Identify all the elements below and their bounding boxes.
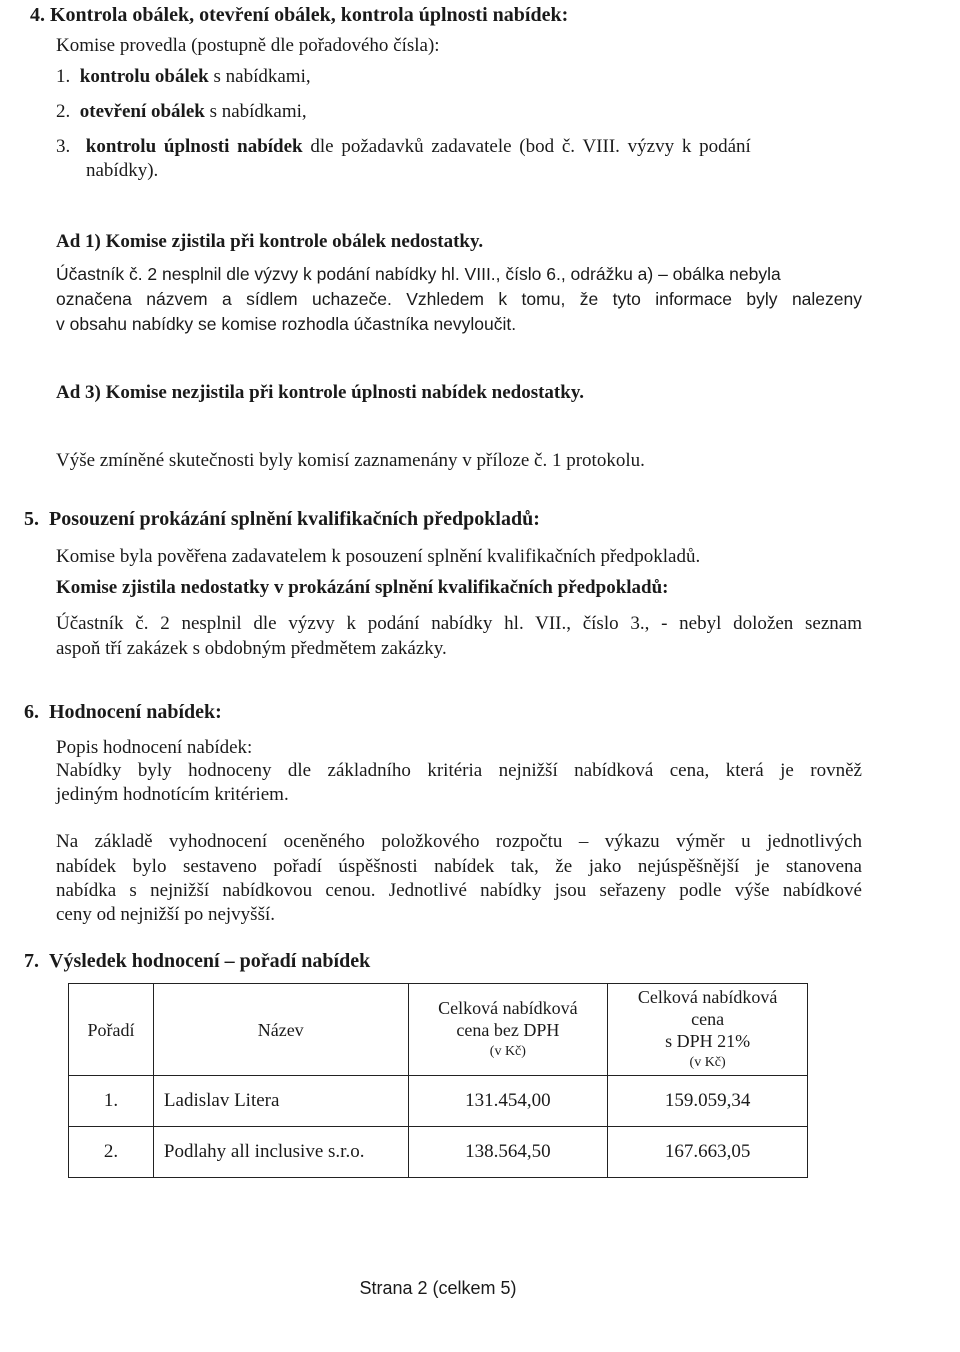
section-6-heading <box>24 701 222 724</box>
cell-net: 131.454,00 <box>408 1076 608 1127</box>
table-row <box>69 1127 808 1178</box>
section-6-line: ceny od nejnižší po nejvyšší. <box>56 904 275 925</box>
section-title: Výsledek hodnocení – pořadí nabídek <box>49 950 371 972</box>
list-item <box>56 136 862 158</box>
section-5-line: Účastník č. 2 nesplnil dle výzvy k podání nabídky hl. VII., číslo 3., - nebyl doložen seznam <box>56 613 862 634</box>
header-line: Celková nabídková <box>637 986 778 1007</box>
section-6-line: nabídek bylo sestaveno pořadí úspěšnosti nabídek tak, že jako nejúspěšnější je stanovena <box>56 856 862 877</box>
cell-gross: 167.663,05 <box>608 1127 808 1178</box>
cell-name: Ladislav Litera <box>153 1076 408 1127</box>
section-number: 6. <box>24 701 39 723</box>
cell-net: 138.564,50 <box>408 1127 608 1178</box>
section-4-note: Výše zmíněné skutečnosti byly komisí zaznamenány v příloze č. 1 protokolu. <box>56 450 645 471</box>
section-7-heading <box>24 950 370 973</box>
header-gross-price <box>608 984 808 1076</box>
header-line: cena <box>691 1008 725 1029</box>
section-6-line: Nabídky byly hodnoceny dle základního kritéria nejnižší nabídková cena, která je rovněž <box>56 760 862 781</box>
list-item <box>56 66 311 88</box>
section-number: 7. <box>24 950 39 972</box>
section-title: Hodnocení nabídek: <box>49 701 222 723</box>
cell-gross: 159.059,34 <box>608 1076 808 1127</box>
section-4-heading: 4. Kontrola obálek, otevření obálek, kontrola úplnosti nabídek: <box>30 4 569 26</box>
list-num: 2. <box>56 101 71 122</box>
list-rest: s nabídkami, <box>208 66 311 87</box>
ad1-line: v obsahu nabídky se komise rozhodla účastníka nevyloučit. <box>56 314 517 334</box>
list-item-continuation: nabídky). <box>86 160 159 181</box>
list-rest: s nabídkami, <box>204 101 307 122</box>
header-line: Celková nabídková <box>438 997 578 1018</box>
cell-rank: 2. <box>69 1127 154 1178</box>
list-bold: otevření obálek <box>79 101 205 122</box>
header-name: Název <box>153 984 408 1076</box>
list-item <box>56 101 307 123</box>
header-rank: Pořadí <box>69 984 154 1076</box>
section-6-line: Na základě vyhodnocení oceněného položkového rozpočtu – výkazu výměr u jednotlivých <box>56 831 862 852</box>
ad1-heading: Ad 1) Komise zjistila při kontrole obálek nedostatky. <box>56 231 484 252</box>
header-line: cena bez DPH <box>456 1019 560 1040</box>
section-5-bold-line: Komise zjistila nedostatky v prokázání splnění kvalifikačních předpokladů: <box>56 577 669 598</box>
section-6-line: jediným hodnotícím kritériem. <box>56 784 289 805</box>
ad1-line: označena názvem a sídlem uchazeče. Vzhledem k tomu, že tyto informace byly nalezeny <box>56 289 862 309</box>
page-footer: Strana 2 (celkem 5) <box>359 1278 517 1298</box>
section-number: 5. <box>24 508 39 530</box>
section-5-line: aspoň tří zakázek s obdobným předmětem zakázky. <box>56 638 447 659</box>
list-num: 3. <box>56 136 71 157</box>
header-unit: (v Kč) <box>489 1043 526 1059</box>
section-5-heading <box>24 508 540 531</box>
section-title: Posouzení prokázání splnění kvalifikačních předpokladů: <box>49 508 540 530</box>
table-header-row <box>69 984 808 1076</box>
section-6-line: Popis hodnocení nabídek: <box>56 737 253 758</box>
table-row <box>69 1076 808 1127</box>
ad1-line: Účastník č. 2 nesplnil dle výzvy k podání nabídky hl. VIII., číslo 6., odrážku a) – obálka nebyla <box>56 264 781 284</box>
list-bold: kontrolu úplnosti nabídek <box>85 136 303 157</box>
header-unit: (v Kč) <box>689 1054 726 1070</box>
section-6-line: nabídka s nejnižší nabídkovou cenou. Jednotlivé nabídky jsou seřazeny podle výše nabídkové <box>56 880 862 901</box>
results-table <box>68 983 808 1178</box>
section-5-line: Komise byla pověřena zadavatelem k posouzení splnění kvalifikačních předpokladů. <box>56 546 701 567</box>
list-num: 1. <box>56 66 71 87</box>
list-bold: kontrolu obálek <box>79 66 209 87</box>
cell-rank: 1. <box>69 1076 154 1127</box>
ad3-heading: Ad 3) Komise nezjistila při kontrole úplnosti nabídek nedostatky. <box>56 382 585 403</box>
cell-name: Podlahy all inclusive s.r.o. <box>153 1127 408 1178</box>
header-line: s DPH 21% <box>665 1030 751 1051</box>
list-rest: dle požadavků zadavatele (bod č. VIII. výzvy k podání <box>302 136 751 157</box>
section-4-intro: Komise provedla (postupně dle pořadového čísla): <box>56 35 440 56</box>
header-net-price <box>408 984 608 1076</box>
